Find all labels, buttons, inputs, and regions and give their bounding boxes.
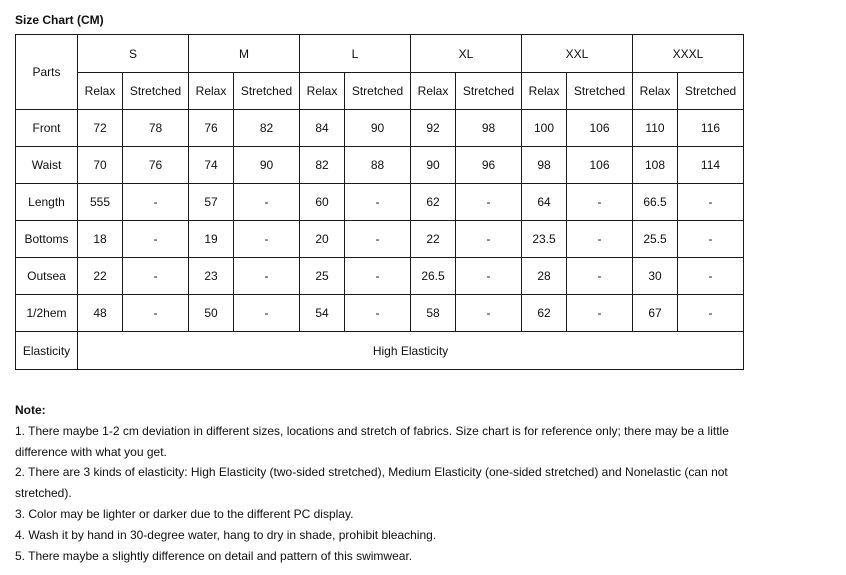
- size-header-xl: XL: [411, 35, 522, 73]
- row-label: Length: [16, 184, 78, 221]
- table-cell: 90: [411, 147, 456, 184]
- table-cell: 20: [300, 221, 345, 258]
- table-cell: -: [456, 184, 522, 221]
- table-cell: 100: [522, 110, 567, 147]
- table-cell: 90: [345, 110, 411, 147]
- table-row-front: [16, 110, 744, 147]
- size-header-m: M: [189, 35, 300, 73]
- table-cell: 54: [300, 295, 345, 332]
- table-cell: -: [123, 295, 189, 332]
- table-cell: 78: [123, 110, 189, 147]
- table-cell: 96: [456, 147, 522, 184]
- table-cell: 108: [633, 147, 678, 184]
- note-item: 5. There maybe a slightly difference on detail and pattern of this swimwear.: [15, 548, 413, 563]
- table-cell: 84: [300, 110, 345, 147]
- table-cell: 22: [411, 221, 456, 258]
- table-cell: 116: [678, 110, 744, 147]
- size-header-xxxl: XXXL: [633, 35, 744, 73]
- note-item: 1. There maybe 1-2 cm deviation in different sizes, locations and stretch of fabrics. Size chart is for reference only; there may be a little difference with what you get.: [15, 423, 729, 459]
- parts-header: Parts: [16, 35, 78, 110]
- table-cell: 72: [78, 110, 123, 147]
- table-cell: 106: [567, 110, 633, 147]
- table-cell: 50: [189, 295, 234, 332]
- table-cell: 88: [345, 147, 411, 184]
- subheader-relax: Relax: [633, 73, 678, 110]
- table-row-length: [16, 184, 744, 221]
- table-cell: 110: [633, 110, 678, 147]
- table-cell: 18: [78, 221, 123, 258]
- table-cell: -: [234, 184, 300, 221]
- table-cell: 98: [456, 110, 522, 147]
- table-cell: -: [345, 221, 411, 258]
- elasticity-row: [16, 332, 744, 370]
- subheader-relax: Relax: [300, 73, 345, 110]
- table-cell: 92: [411, 110, 456, 147]
- size-chart-title: Size Chart (CM): [15, 13, 104, 27]
- table-cell: 19: [189, 221, 234, 258]
- subheader-relax: Relax: [189, 73, 234, 110]
- table-cell: -: [678, 221, 744, 258]
- subheader-stretched: Stretched: [456, 73, 522, 110]
- table-row-outsea: [16, 258, 744, 295]
- table-row-waist: [16, 147, 744, 184]
- table-cell: 90: [234, 147, 300, 184]
- row-label: Front: [16, 110, 78, 147]
- table-cell: -: [678, 295, 744, 332]
- table-cell: 62: [522, 295, 567, 332]
- table-cell: 64: [522, 184, 567, 221]
- table-cell: -: [567, 184, 633, 221]
- table-cell: 25.5: [633, 221, 678, 258]
- notes-title: Note:: [15, 403, 46, 417]
- table-cell: 82: [234, 110, 300, 147]
- subheader-row: [16, 73, 744, 110]
- table-cell: -: [345, 184, 411, 221]
- table-cell: 76: [189, 110, 234, 147]
- table-cell: 22: [78, 258, 123, 295]
- table-cell: 76: [123, 147, 189, 184]
- table-cell: -: [234, 258, 300, 295]
- table-cell: 70: [78, 147, 123, 184]
- table-cell: -: [567, 295, 633, 332]
- table-cell: 25: [300, 258, 345, 295]
- table-cell: 30: [633, 258, 678, 295]
- table-cell: -: [234, 295, 300, 332]
- row-label: 1/2hem: [16, 295, 78, 332]
- subheader-relax: Relax: [522, 73, 567, 110]
- subheader-stretched: Stretched: [123, 73, 189, 110]
- table-cell: 58: [411, 295, 456, 332]
- row-label: Outsea: [16, 258, 78, 295]
- subheader-relax: Relax: [411, 73, 456, 110]
- table-cell: -: [456, 258, 522, 295]
- table-cell: 60: [300, 184, 345, 221]
- subheader-stretched: Stretched: [678, 73, 744, 110]
- subheader-stretched: Stretched: [567, 73, 633, 110]
- size-chart-table: [15, 34, 744, 370]
- note-item: 2. There are 3 kinds of elasticity: High Elasticity (two-sided stretched), Medium Elasticity (one-sided stretched) and Nonelastic (can not stretched).: [15, 465, 728, 501]
- table-cell: 114: [678, 147, 744, 184]
- row-label: Bottoms: [16, 221, 78, 258]
- table-cell: 26.5: [411, 258, 456, 295]
- note-item: 4. Wash it by hand in 30-degree water, hang to dry in shade, prohibit bleaching.: [15, 527, 437, 542]
- table-cell: 67: [633, 295, 678, 332]
- subheader-stretched: Stretched: [345, 73, 411, 110]
- table-cell: 23: [189, 258, 234, 295]
- table-cell: 82: [300, 147, 345, 184]
- table-cell: -: [678, 184, 744, 221]
- table-cell: -: [567, 258, 633, 295]
- subheader-relax: Relax: [78, 73, 123, 110]
- table-cell: -: [678, 258, 744, 295]
- note-item: 3. Color may be lighter or darker due to the different PC display.: [15, 506, 354, 521]
- size-header-xxl: XXL: [522, 35, 633, 73]
- size-header-row: [16, 35, 744, 73]
- table-row-half-hem: [16, 295, 744, 332]
- table-cell: -: [456, 295, 522, 332]
- table-cell: 66.5: [633, 184, 678, 221]
- row-label: Waist: [16, 147, 78, 184]
- table-cell: -: [345, 258, 411, 295]
- table-cell: 28: [522, 258, 567, 295]
- table-cell: 57: [189, 184, 234, 221]
- subheader-stretched: Stretched: [234, 73, 300, 110]
- table-row-bottoms: [16, 221, 744, 258]
- table-cell: -: [123, 258, 189, 295]
- table-cell: -: [456, 221, 522, 258]
- table-cell: -: [123, 184, 189, 221]
- elasticity-label: Elasticity: [16, 332, 78, 370]
- table-cell: 98: [522, 147, 567, 184]
- notes-section: [15, 400, 735, 566]
- table-cell: 74: [189, 147, 234, 184]
- table-cell: -: [123, 221, 189, 258]
- elasticity-value: High Elasticity: [78, 332, 744, 370]
- table-cell: -: [567, 221, 633, 258]
- table-cell: 106: [567, 147, 633, 184]
- table-cell: -: [345, 295, 411, 332]
- table-cell: 48: [78, 295, 123, 332]
- size-header-s: S: [78, 35, 189, 73]
- table-cell: 555: [78, 184, 123, 221]
- size-header-l: L: [300, 35, 411, 73]
- table-cell: 62: [411, 184, 456, 221]
- table-cell: 23.5: [522, 221, 567, 258]
- table-cell: -: [234, 221, 300, 258]
